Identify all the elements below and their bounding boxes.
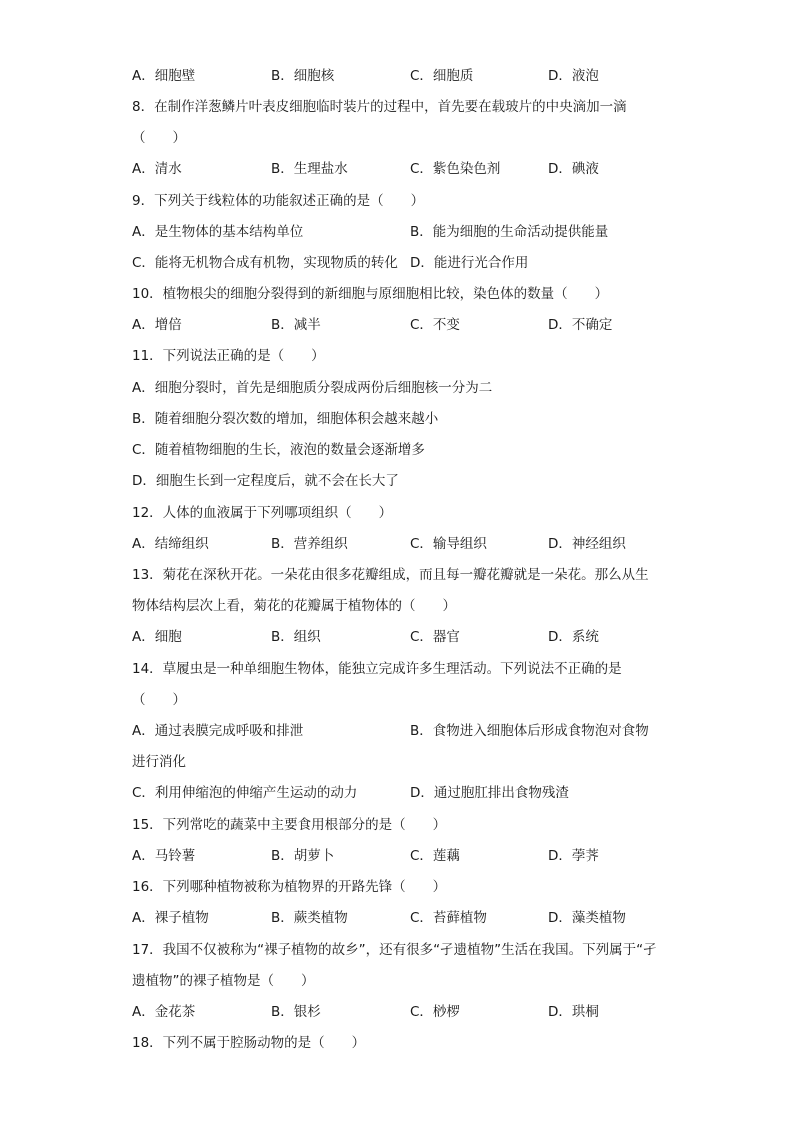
q9-stem: 9．下列关于线粒体的功能叙述正确的是（ ） (132, 193, 425, 209)
q14-option-b-continued: 进行消化 (132, 754, 186, 770)
q16-option-b[interactable]: B．蕨类植物 (271, 910, 348, 926)
q8-option-b[interactable]: B．生理盐水 (271, 161, 348, 177)
q7-option-d[interactable]: D．液泡 (548, 68, 599, 84)
q8-options (132, 159, 672, 179)
q13-stem-line-1: 13．菊花在深秋开花。一朵花由很多花瓣组成，而且每一瓣花瓣就是一朵花。那么从生 (132, 567, 649, 583)
q9-option-d[interactable]: D．能进行光合作用 (410, 255, 529, 271)
q16-option-d[interactable]: D．藻类植物 (548, 910, 626, 926)
q13-option-c[interactable]: C．器官 (410, 629, 460, 645)
q15-option-c[interactable]: C．莲藕 (410, 848, 460, 864)
q13-stem-line-2: 物体结构层次上看，菊花的花瓣属于植物体的（ ） (132, 598, 456, 614)
q8-option-a[interactable]: A．清水 (132, 161, 182, 177)
q17-option-a[interactable]: A．金花茶 (132, 1004, 196, 1020)
q17-stem-line-2: 遗植物”的裸子植物是（ ） (132, 973, 315, 989)
q12-stem: 12．人体的血液属于下列哪项组织（ ） (132, 505, 393, 521)
q7-option-a[interactable]: A．细胞壁 (132, 68, 196, 84)
q12-option-b[interactable]: B．营养组织 (271, 536, 348, 552)
q7-option-c[interactable]: C．细胞质 (410, 68, 474, 84)
q13-option-a[interactable]: A．细胞 (132, 629, 182, 645)
q12-option-d[interactable]: D．神经组织 (548, 536, 626, 552)
q10-option-b[interactable]: B．减半 (271, 317, 321, 333)
q13-option-b[interactable]: B．组织 (271, 629, 321, 645)
q14-options-row-2 (132, 783, 672, 803)
q11-option-b[interactable]: B．随着细胞分裂次数的增加，细胞体积会越来越小 (132, 411, 439, 427)
q9-options-row-2 (132, 253, 672, 273)
q8-option-d[interactable]: D．碘液 (548, 161, 599, 177)
q18-stem: 18．下列不属于腔肠动物的是（ ） (132, 1035, 366, 1051)
q9-options-row-1 (132, 222, 672, 242)
q10-options (132, 315, 672, 335)
q12-options (132, 534, 672, 554)
q14-option-a[interactable]: A．通过表膜完成呼吸和排泄 (132, 723, 304, 739)
q16-option-a[interactable]: A．裸子植物 (132, 910, 209, 926)
q12-option-a[interactable]: A．结缔组织 (132, 536, 209, 552)
q17-option-b[interactable]: B．银杉 (271, 1004, 321, 1020)
q15-stem: 15．下列常吃的蔬菜中主要食用根部分的是（ ） (132, 817, 447, 833)
q17-option-d[interactable]: D．珙桐 (548, 1004, 599, 1020)
q14-option-c[interactable]: C．利用伸缩泡的伸缩产生运动的动力 (132, 785, 358, 801)
q15-options (132, 846, 672, 866)
q9-option-a[interactable]: A．是生物体的基本结构单位 (132, 224, 304, 240)
q11-stem: 11．下列说法正确的是（ ） (132, 348, 325, 364)
q10-option-d[interactable]: D．不确定 (548, 317, 613, 333)
q16-stem: 16．下列哪种植物被称为植物界的开路先锋（ ） (132, 879, 447, 895)
q7-options (132, 66, 672, 86)
q11-option-c[interactable]: C．随着植物细胞的生长，液泡的数量会逐渐增多 (132, 442, 425, 458)
q13-option-d[interactable]: D．系统 (548, 629, 599, 645)
q10-option-c[interactable]: C．不变 (410, 317, 460, 333)
q12-option-c[interactable]: C．输导组织 (410, 536, 487, 552)
q8-option-c[interactable]: C．紫色染色剂 (410, 161, 501, 177)
q17-option-c[interactable]: C．桫椤 (410, 1004, 460, 1020)
q14-stem-line-2: （ ） (132, 692, 186, 708)
q13-options (132, 627, 672, 647)
q11-option-d[interactable]: D．细胞生长到一定程度后，就不会在长大了 (132, 473, 399, 489)
q16-option-c[interactable]: C．苔藓植物 (410, 910, 487, 926)
q10-stem: 10．植物根尖的细胞分裂得到的新细胞与原细胞相比较，染色体的数量（ ） (132, 286, 609, 302)
q7-option-b[interactable]: B．细胞核 (271, 68, 335, 84)
q8-stem-line-1: 8．在制作洋葱鳞片叶表皮细胞临时装片的过程中，首先要在载玻片的中央滴加一滴 (132, 99, 627, 115)
q10-option-a[interactable]: A．增倍 (132, 317, 182, 333)
q15-option-a[interactable]: A．马铃薯 (132, 848, 196, 864)
q17-stem-line-1: 17．我国不仅被称为“裸子植物的故乡”，还有很多“孑遗植物”生活在我国。下列属于“孑 (132, 942, 657, 958)
q8-stem-line-2: （ ） (132, 130, 186, 146)
q16-options (132, 908, 672, 928)
q14-stem-line-1: 14．草履虫是一种单细胞生物体，能独立完成许多生理活动。下列说法不正确的是 (132, 661, 622, 677)
q9-option-b[interactable]: B．能为细胞的生命活动提供能量 (410, 224, 609, 240)
q14-options-row-1 (132, 721, 672, 741)
q14-option-b[interactable]: B．食物进入细胞体后形成食物泡对食物 (410, 723, 649, 739)
q15-option-d[interactable]: D．荸荠 (548, 848, 599, 864)
q17-options (132, 1002, 672, 1022)
q14-option-d[interactable]: D．通过胞肛排出食物残渣 (410, 785, 569, 801)
q11-option-a[interactable]: A．细胞分裂时，首先是细胞质分裂成两份后细胞核一分为二 (132, 380, 493, 396)
q15-option-b[interactable]: B．胡萝卜 (271, 848, 335, 864)
q9-option-c[interactable]: C．能将无机物合成有机物，实现物质的转化 (132, 255, 398, 271)
